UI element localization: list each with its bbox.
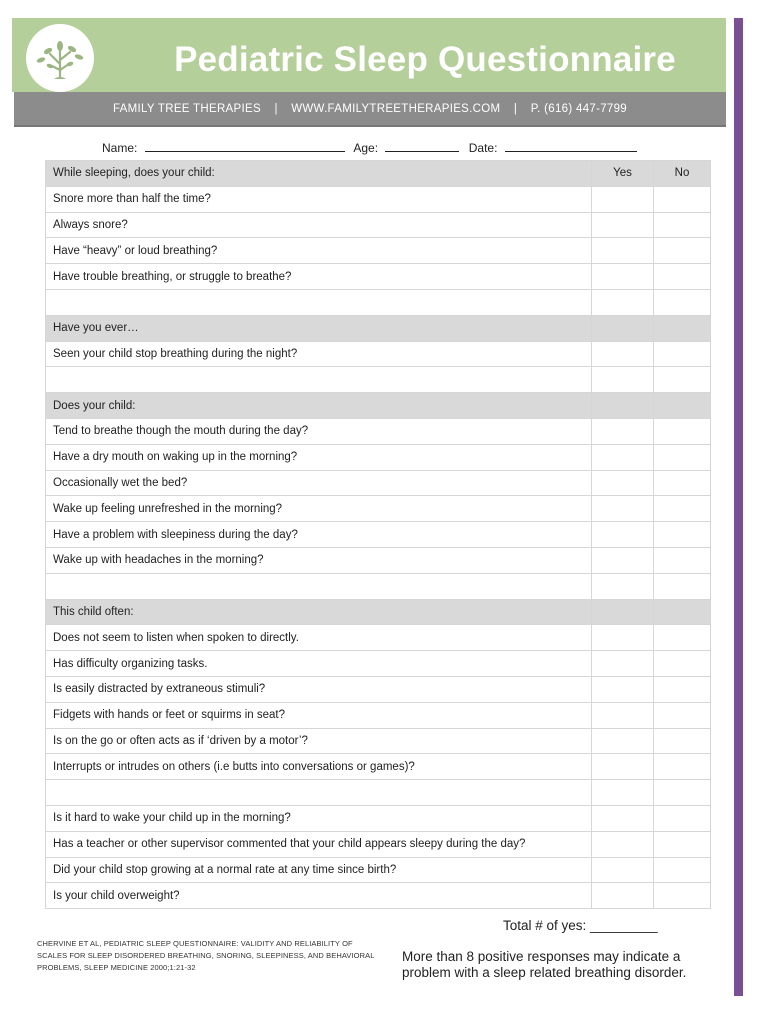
section-label: While sleeping, does your child: [46,161,592,187]
empty-cell [592,367,654,393]
no-answer-cell[interactable] [654,883,711,909]
empty-cell [654,315,711,341]
empty-cell [654,573,711,599]
question-text [46,780,592,806]
yes-answer-cell[interactable] [592,496,654,522]
question-text: Is on the go or often acts as if ‘driven by a motor’? [46,728,592,754]
empty-cell [592,599,654,625]
question-row [46,805,711,831]
yes-answer-cell[interactable] [592,728,654,754]
yes-answer-cell[interactable] [592,676,654,702]
purple-accent-bar [734,18,743,996]
yes-answer-cell[interactable] [592,857,654,883]
company-name: FAMILY TREE THERAPIES [112,103,261,115]
yes-answer-cell[interactable] [592,522,654,548]
question-text: Does not seem to listen when spoken to directly. [46,625,592,651]
website-link[interactable]: WWW.FAMILYTREETHERAPIES.COM [291,103,501,115]
empty-cell [654,393,711,419]
question-text: Is easily distracted by extraneous stimuli? [46,676,592,702]
empty-cell [654,780,711,806]
yes-answer-cell[interactable] [592,238,654,264]
question-text: Wake up feeling unrefreshed in the morning? [46,496,592,522]
no-answer-cell[interactable] [654,728,711,754]
yes-answer-cell[interactable] [592,547,654,573]
question-text: Seen your child stop breathing during the night? [46,341,592,367]
empty-cell [592,289,654,315]
empty-cell [592,315,654,341]
section-label: This child often: [46,599,592,625]
question-text: Is your child overweight? [46,883,592,909]
no-answer-cell[interactable] [654,238,711,264]
no-answer-cell[interactable] [654,676,711,702]
question-row [46,264,711,290]
question-row [46,238,711,264]
total-yes: Total # of yes: _________ [503,918,658,933]
yes-answer-cell[interactable] [592,418,654,444]
no-answer-cell[interactable] [654,805,711,831]
question-text: Have a dry mouth on waking up in the morning? [46,444,592,470]
question-row [46,418,711,444]
no-answer-cell[interactable] [654,341,711,367]
interpretation-note: More than 8 positive responses may indicate a problem with a sleep related breathing disorder. [402,949,687,980]
question-text [46,289,592,315]
question-text [46,367,592,393]
yes-answer-cell[interactable] [592,341,654,367]
yes-answer-cell[interactable] [592,212,654,238]
question-row [46,496,711,522]
question-row [46,444,711,470]
question-text: Has a teacher or other supervisor commented that your child appears sleepy during the day? [46,831,592,857]
section-header-row [46,315,711,341]
section-header-row [46,161,711,187]
empty-cell [592,573,654,599]
age-field[interactable] [385,141,459,152]
contact-bar [14,92,726,127]
question-row [46,651,711,677]
separator: | [274,103,278,115]
tree-icon [26,24,94,92]
question-row [46,522,711,548]
no-answer-cell[interactable] [654,186,711,212]
citation: CHERVINE ET AL, PEDIATRIC SLEEP QUESTIONNAIRE: VALIDITY AND RELIABILITY OF SCALES FOR SLEEP DISORDERED BREATHING, SNORING, SLEEPINESS, AND BEHAVIORAL PROBLEMS, SLEEP MEDICINE 2000;1:21-32 [37,939,375,972]
section-header-row [46,599,711,625]
spacer-row [46,289,711,315]
no-answer-cell[interactable] [654,625,711,651]
question-text [46,573,592,599]
no-answer-cell[interactable] [654,702,711,728]
question-text: Wake up with headaches in the morning? [46,547,592,573]
yes-column-header: Yes [592,161,654,187]
question-text: Have trouble breathing, or struggle to breathe? [46,264,592,290]
date-field[interactable] [505,141,637,152]
yes-answer-cell[interactable] [592,702,654,728]
question-row [46,547,711,573]
question-row [46,186,711,212]
yes-answer-cell[interactable] [592,625,654,651]
spacer-row [46,780,711,806]
yes-answer-cell[interactable] [592,883,654,909]
question-text: Interrupts or intrudes on others (i.e butts into conversations or games)? [46,754,592,780]
empty-cell [592,393,654,419]
yes-answer-cell[interactable] [592,444,654,470]
question-row [46,702,711,728]
question-text: Tend to breathe though the mouth during the day? [46,418,592,444]
contact-info [14,103,726,115]
page-title: Pediatric Sleep Questionnaire [174,40,676,79]
no-answer-cell[interactable] [654,264,711,290]
no-answer-cell[interactable] [654,754,711,780]
no-answer-cell[interactable] [654,444,711,470]
yes-answer-cell[interactable] [592,264,654,290]
question-row [46,470,711,496]
no-answer-cell[interactable] [654,522,711,548]
phone-number: P. (616) 447-7799 [530,103,628,115]
name-label: Name: [102,141,138,155]
questionnaire-table [45,160,711,909]
patient-info-line [102,141,643,155]
no-answer-cell[interactable] [654,212,711,238]
question-row [46,212,711,238]
empty-cell [654,289,711,315]
section-label: Does your child: [46,393,592,419]
yes-answer-cell[interactable] [592,186,654,212]
spacer-row [46,573,711,599]
question-text: Fidgets with hands or feet or squirms in seat? [46,702,592,728]
question-text: Snore more than half the time? [46,186,592,212]
yes-answer-cell[interactable] [592,805,654,831]
question-row [46,831,711,857]
no-answer-cell[interactable] [654,651,711,677]
yes-answer-cell[interactable] [592,831,654,857]
question-text: Did your child stop growing at a normal rate at any time since birth? [46,857,592,883]
question-row [46,728,711,754]
yes-answer-cell[interactable] [592,470,654,496]
separator: | [513,103,518,115]
age-label: Age: [353,141,379,155]
question-text: Occasionally wet the bed? [46,470,592,496]
no-answer-cell[interactable] [654,831,711,857]
no-answer-cell[interactable] [654,470,711,496]
date-label: Date: [468,141,498,155]
no-answer-cell[interactable] [654,418,711,444]
question-text: Is it hard to wake your child up in the morning? [46,805,592,831]
section-header-row [46,393,711,419]
empty-cell [592,780,654,806]
yes-answer-cell[interactable] [592,651,654,677]
spacer-row [46,367,711,393]
question-text: Have a problem with sleepiness during the day? [46,522,592,548]
empty-cell [654,367,711,393]
question-row [46,857,711,883]
question-row [46,754,711,780]
no-answer-cell[interactable] [654,547,711,573]
no-answer-cell[interactable] [654,857,711,883]
empty-cell [654,599,711,625]
name-field[interactable] [145,141,345,152]
question-row [46,341,711,367]
question-text: Has difficulty organizing tasks. [46,651,592,677]
question-row [46,883,711,909]
question-row [46,625,711,651]
yes-answer-cell[interactable] [592,754,654,780]
question-text: Always snore? [46,212,592,238]
no-answer-cell[interactable] [654,496,711,522]
no-column-header: No [654,161,711,187]
question-text: Have “heavy” or loud breathing? [46,238,592,264]
section-label: Have you ever… [46,315,592,341]
question-row [46,676,711,702]
